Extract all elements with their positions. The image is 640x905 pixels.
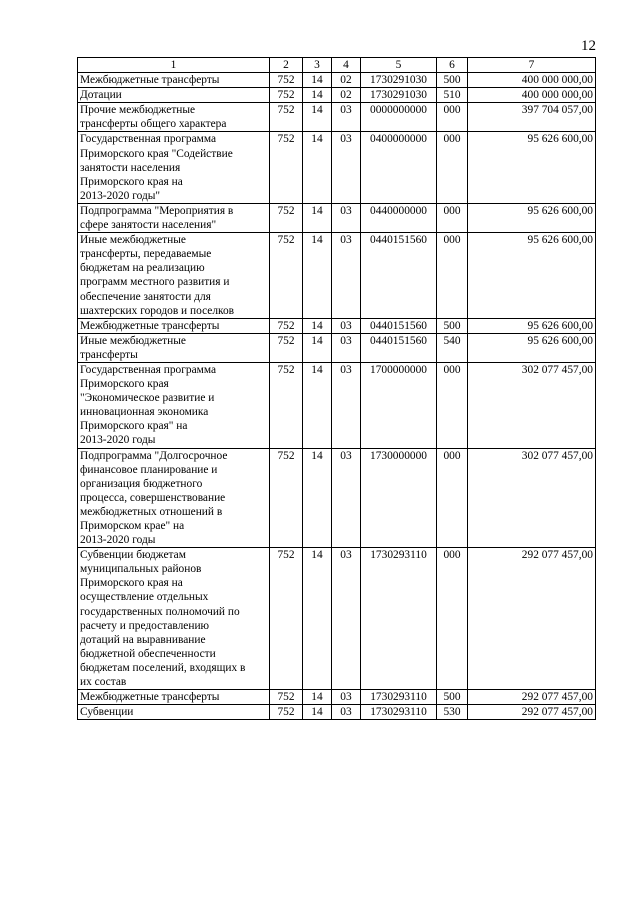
row-pr: 03	[332, 103, 361, 132]
table-row	[78, 233, 596, 319]
row-pr: 03	[332, 548, 361, 690]
row-csr: 1730293110	[361, 690, 437, 705]
table-row	[78, 132, 596, 203]
row-csr: 0440151560	[361, 233, 437, 319]
row-pr: 03	[332, 203, 361, 232]
row-ved: 752	[270, 362, 303, 448]
row-pr: 02	[332, 73, 361, 88]
table-row	[78, 705, 596, 720]
row-sum: 95 626 600,00	[468, 233, 596, 319]
row-pr: 03	[332, 233, 361, 319]
row-sum: 292 077 457,00	[468, 548, 596, 690]
row-name: Подпрограмма "Долгосрочное финансовое планирование и организация бюджетного процесса, совершенствование межбюджетных отношений в Приморском крае" на 2013-2020 годы	[78, 448, 270, 548]
table-row	[78, 362, 596, 448]
row-csr: 0440000000	[361, 203, 437, 232]
table-row	[78, 203, 596, 232]
row-pr: 02	[332, 88, 361, 103]
row-name: Межбюджетные трансферты	[78, 318, 270, 333]
row-csr: 1730293110	[361, 705, 437, 720]
row-pr: 03	[332, 690, 361, 705]
row-rz: 14	[303, 705, 332, 720]
row-rz: 14	[303, 548, 332, 690]
row-csr: 1730293110	[361, 548, 437, 690]
row-csr: 1730291030	[361, 73, 437, 88]
row-vr: 000	[437, 362, 468, 448]
row-csr: 0000000000	[361, 103, 437, 132]
row-ved: 752	[270, 333, 303, 362]
header-cell-vr: 6	[437, 58, 468, 73]
row-csr: 0400000000	[361, 132, 437, 203]
row-ved: 752	[270, 88, 303, 103]
row-pr: 03	[332, 362, 361, 448]
row-ved: 752	[270, 705, 303, 720]
header-cell-name: 1	[78, 58, 270, 73]
row-name: Субвенции бюджетам муниципальных районов Приморского края на осуществление отдельных государственных полномочий по расчету и предоставлению дотаций на выравнивание бюджетной обеспеченности бюджетам поселений, входящих в их состав	[78, 548, 270, 690]
row-ved: 752	[270, 318, 303, 333]
table-row	[78, 88, 596, 103]
row-vr: 510	[437, 88, 468, 103]
row-rz: 14	[303, 448, 332, 548]
row-csr: 1700000000	[361, 362, 437, 448]
header-cell-csr: 5	[361, 58, 437, 73]
row-sum: 95 626 600,00	[468, 333, 596, 362]
row-ved: 752	[270, 132, 303, 203]
row-ved: 752	[270, 103, 303, 132]
row-sum: 397 704 057,00	[468, 103, 596, 132]
row-name: Иные межбюджетные трансферты	[78, 333, 270, 362]
row-ved: 752	[270, 548, 303, 690]
row-csr: 1730000000	[361, 448, 437, 548]
row-csr: 0440151560	[361, 333, 437, 362]
row-ved: 752	[270, 233, 303, 319]
table-row	[78, 548, 596, 690]
row-vr: 500	[437, 690, 468, 705]
row-sum: 292 077 457,00	[468, 705, 596, 720]
row-csr: 0440151560	[361, 318, 437, 333]
row-vr: 500	[437, 318, 468, 333]
row-name: Дотации	[78, 88, 270, 103]
row-vr: 000	[437, 103, 468, 132]
row-sum: 95 626 600,00	[468, 132, 596, 203]
row-rz: 14	[303, 132, 332, 203]
row-rz: 14	[303, 362, 332, 448]
row-rz: 14	[303, 318, 332, 333]
row-pr: 03	[332, 132, 361, 203]
row-rz: 14	[303, 73, 332, 88]
row-name: Иные межбюджетные трансферты, передаваемые бюджетам на реализацию программ местного развития и обеспечение занятости для шахтерских городов и поселков	[78, 233, 270, 319]
row-sum: 400 000 000,00	[468, 73, 596, 88]
row-sum: 302 077 457,00	[468, 448, 596, 548]
row-ved: 752	[270, 448, 303, 548]
row-ved: 752	[270, 203, 303, 232]
row-name: Прочие межбюджетные трансферты общего характера	[78, 103, 270, 132]
page-number: 12	[581, 38, 596, 54]
row-vr: 530	[437, 705, 468, 720]
header-cell-ved: 2	[270, 58, 303, 73]
row-vr: 000	[437, 233, 468, 319]
row-sum: 302 077 457,00	[468, 362, 596, 448]
row-vr: 500	[437, 73, 468, 88]
table-row	[78, 690, 596, 705]
table-row	[78, 333, 596, 362]
row-vr: 000	[437, 448, 468, 548]
table-row	[78, 73, 596, 88]
row-ved: 752	[270, 690, 303, 705]
row-name: Государственная программа Приморского края "Содействие занятости населения Приморского края на 2013-2020 годы"	[78, 132, 270, 203]
table-row	[78, 318, 596, 333]
row-pr: 03	[332, 318, 361, 333]
row-vr: 540	[437, 333, 468, 362]
table-row	[78, 103, 596, 132]
row-name: Межбюджетные трансферты	[78, 690, 270, 705]
row-rz: 14	[303, 88, 332, 103]
row-csr: 1730291030	[361, 88, 437, 103]
row-rz: 14	[303, 203, 332, 232]
table-row	[78, 448, 596, 548]
row-rz: 14	[303, 233, 332, 319]
row-name: Подпрограмма "Мероприятия в сфере занятости населения"	[78, 203, 270, 232]
row-name: Государственная программа Приморского края "Экономическое развитие и инновационная экономика Приморского края" на 2013-2020 годы	[78, 362, 270, 448]
table-header-row	[78, 58, 596, 73]
row-rz: 14	[303, 690, 332, 705]
budget-table	[77, 57, 596, 720]
row-pr: 03	[332, 705, 361, 720]
row-rz: 14	[303, 103, 332, 132]
row-name: Межбюджетные трансферты	[78, 73, 270, 88]
row-rz: 14	[303, 333, 332, 362]
row-vr: 000	[437, 548, 468, 690]
row-sum: 95 626 600,00	[468, 318, 596, 333]
header-cell-pr: 4	[332, 58, 361, 73]
row-sum: 292 077 457,00	[468, 690, 596, 705]
header-cell-rz: 3	[303, 58, 332, 73]
row-ved: 752	[270, 73, 303, 88]
row-name: Субвенции	[78, 705, 270, 720]
row-vr: 000	[437, 203, 468, 232]
row-pr: 03	[332, 448, 361, 548]
row-sum: 95 626 600,00	[468, 203, 596, 232]
header-cell-sum: 7	[468, 58, 596, 73]
row-vr: 000	[437, 132, 468, 203]
row-pr: 03	[332, 333, 361, 362]
row-sum: 400 000 000,00	[468, 88, 596, 103]
